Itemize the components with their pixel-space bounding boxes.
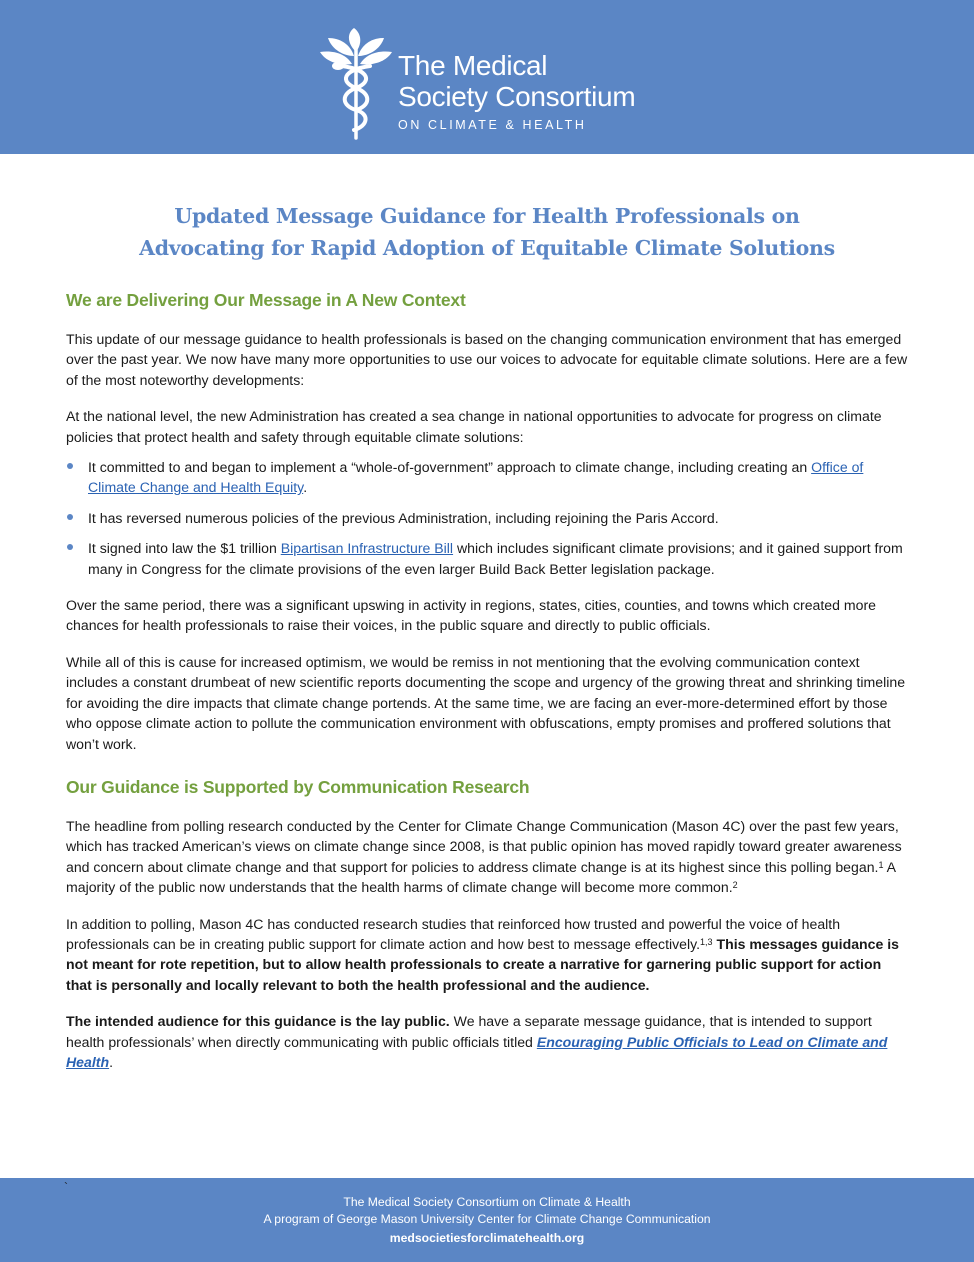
paragraph-national-level: At the national level, the new Administration has created a sea change in national opportunities to advocate for progress on climate policies that protect health and safety through equitable climate solutions: [66, 408, 882, 445]
list-item-end: which includes significant climate provisions; and it gained support from many in Congress for the climate provisions of the even larger Build Back Better legislation package. [88, 540, 903, 577]
footnote-ref: 1,3 [700, 936, 713, 947]
research-bold-text: This messages guidance is not meant for rote repetition, but to allow health professionals to create a narrative for garnering public support for action that is personally and locally relevant to both the health professional and the audience. [66, 935, 899, 993]
footer-program-line: A program of George Mason University Center for Climate Change Communication [263, 1212, 711, 1226]
paragraph-optimism: While all of this is cause for increased optimism, we would be remiss in not mentioning that the evolving communication context includes a constant drumbeat of new scientific reports documenting the scope and urgency of the growing threat and shrinking timeline for avoiding the dire impacts that climate change portends. At the same time, we are facing an ever-more-determined effort by those who oppose climate action to pollute the communication environment with obfuscations, empty promises and proffered solutions that won’t work. [66, 653, 906, 752]
logo-line-1: The Medical [398, 50, 548, 81]
footer-org-name: The Medical Society Consortium on Climate & Health [343, 1195, 631, 1209]
paragraph-polling [66, 816, 908, 898]
footer-website-link[interactable]: medsocietiesforclimatehealth.org [389, 1231, 585, 1245]
caduceus-leaf-logo-icon [318, 26, 394, 142]
encouraging-public-officials-link[interactable]: Encouraging Public Officials to Lead on Climate and Health [66, 1033, 888, 1070]
list-item [66, 457, 908, 498]
document-title-line-2: Advocating for Rapid Adoption of Equitable Climate Solutions [139, 236, 835, 260]
section-heading-research: Our Guidance is Supported by Communication Research [66, 776, 530, 797]
logo-wordmark [398, 50, 635, 132]
list-item-text: It committed to and began to implement a “whole-of-government” approach to climate change, including creating an [88, 459, 812, 476]
footer-banner [0, 1178, 974, 1262]
bipartisan-infrastructure-bill-link[interactable]: Bipartisan Infrastructure Bill [280, 540, 454, 557]
paragraph-upswing: Over the same period, there was a significant upswing in activity in regions, states, cities, counties, and towns which created more chances for health professionals to raise their voices, in the public square and directly to public officials. [66, 597, 876, 634]
list-item-text: It has reversed numerous policies of the previous Administration, including rejoining the Paris Accord. [88, 509, 719, 526]
audience-bold-text: The intended audience for this guidance is the lay public. [66, 1013, 450, 1030]
polling-text-a: The headline from polling research conducted by the Center for Climate Change Communication (Mason 4C) over the past few years, which has tracked American’s views on climate change since 2008, is that public opinion has moved rapidly toward greater awareness and concern about climate change and that support for policies to address climate change is at its highest since this polling began. [66, 817, 902, 875]
developments-list [66, 457, 908, 579]
audience-text: We have a separate message guidance, that is intended to support health professionals’ when directly communicating with public officials titled [66, 1013, 872, 1050]
section-heading-new-context: We are Delivering Our Message in A New Context [66, 290, 466, 310]
polling-text-b: A majority of the public now understands that the health harms of climate change will become more common. [66, 858, 896, 896]
stray-mark: ` [64, 1180, 68, 1194]
paragraph-audience [66, 1011, 908, 1072]
footnote-ref: 2 [732, 880, 738, 891]
audience-end: . [109, 1053, 113, 1070]
document-title-line-1: Updated Message Guidance for Health Professionals on [174, 204, 800, 228]
document-title [0, 200, 974, 264]
list-item-end: . [303, 479, 308, 496]
office-climate-health-equity-link[interactable]: Office of Climate Change and Health Equity [88, 459, 864, 496]
paragraph-intro: This update of our message guidance to health professionals is based on the changing communication environment that has emerged over the past year. We now have many more opportunities to use our voices to advocate for equitable climate solutions. Here are a few of the most noteworthy developments: [66, 331, 908, 388]
logo-line-2: Society Consortium [398, 81, 636, 112]
footnote-ref: 1 [878, 859, 884, 870]
bullet-icon [67, 514, 73, 520]
research-text: In addition to polling, Mason 4C has conducted research studies that reinforced how trusted and powerful the voice of health professionals can be in creating public support for climate action and how best to message effectively. [66, 915, 841, 952]
paragraph-research-studies [66, 914, 908, 996]
list-item [66, 538, 908, 579]
bullet-icon [67, 544, 73, 550]
document-body [66, 288, 908, 1072]
header-banner [0, 0, 974, 154]
list-item-text: It signed into law the $1 trillion [88, 540, 281, 557]
bullet-icon [67, 463, 73, 469]
list-item [66, 508, 908, 528]
logo-tagline: ON CLIMATE & HEALTH [398, 118, 587, 132]
